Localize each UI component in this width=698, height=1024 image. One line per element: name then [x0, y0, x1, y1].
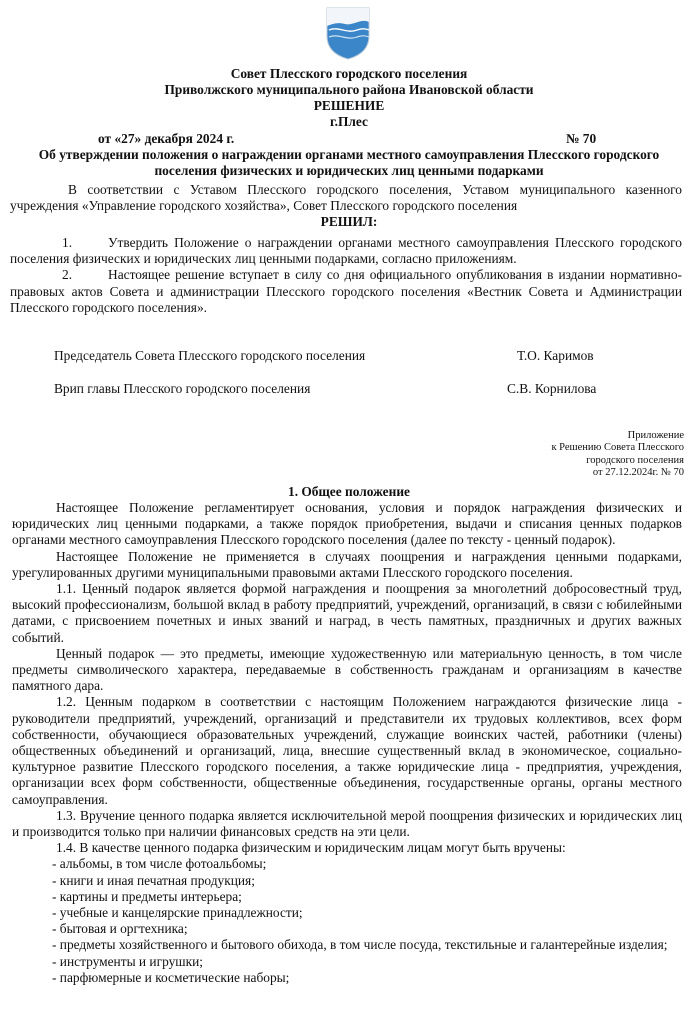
- appendix-line: от 27.12.2024г. № 70: [592, 467, 684, 479]
- preamble: [10, 182, 682, 214]
- paragraph: Ценный подарок — это предметы, имеющие художественную или материальную ценность, в том числе предметы символического характера, передаваемые в собственность гражданам и организациям в качестве памятного дара.: [12, 645, 682, 694]
- item-text: Утвердить Положение о награждении органами местного самоуправления Плесского городского поселения физических и юридических лиц ценными подарками, согласно приложениям.: [10, 235, 682, 267]
- paragraph: 1.3. Вручение ценного подарка является исключительной мерой поощрения физических и юридических лиц и производится только при наличии финансовых средств на эти цели.: [12, 807, 682, 840]
- resolution-items: [10, 235, 682, 316]
- resolution-item: [10, 267, 682, 316]
- appendix-line: к Решению Совета Плесского: [551, 442, 684, 454]
- list-item: - парфюмерные и косметические наборы;: [52, 969, 290, 985]
- paragraph: Настоящее Положение не применяется в случаях поощрения и награждения ценными подарками, урегулированных другими муниципальными правовыми актами Плесского городского поселения.: [12, 548, 682, 580]
- appendix-line: Приложение: [627, 430, 684, 441]
- list-item: - бытовая и оргтехника;: [52, 921, 188, 937]
- list-item: - инструменты и игрушки;: [52, 953, 204, 969]
- list-item: - альбомы, в том числе фотоальбомы;: [52, 856, 267, 872]
- paragraph: 1.2. Ценным подарком в соответствии с настоящим Положением награждаются физические лица - руководители предприятий, учреждений, организаций и представители их трудовых коллективов, всех форм собственности, обучающиеся образовательных учреждений, служащие воинских частей, работники (члены) общественных объединений и организаций, лица, внесшие существенный вклад в экономическое, социально-культурное развитие Плесского городского поселения, а также юридические лица - предприятия, учреждения, организации всех форм собственности, общественные объединения, государственные органы, органы местного самоуправления.: [12, 694, 682, 807]
- decision-date: от «27» декабря 2024 г.: [98, 131, 235, 146]
- resolution-item: [10, 235, 682, 267]
- item-text: Настоящее решение вступает в силу со дня официального опубликования в издании нормативно-правовых актов Совета и администрации Плесского городского поселения «Вестник Совета и Администрации Плесского городского поселения».: [10, 267, 682, 315]
- appendix-line: городского поселения: [586, 454, 684, 466]
- item-number: 2.: [62, 267, 73, 283]
- section-title: 1. Общее положение: [288, 484, 410, 499]
- city-name: г.Плес: [330, 114, 368, 129]
- decision-title: Об утверждении положения о награждении органами местного самоуправления Плесского городского поселения физических и юридических лиц ценными подарками: [38, 147, 660, 179]
- list-item: - учебные и канцелярские принадлежности;: [52, 905, 303, 921]
- council-name: Совет Плесского городского поселения: [230, 66, 468, 81]
- district-name: Приволжского муниципального района Ивановской области: [164, 82, 534, 97]
- list-item: - картины и предметы интерьера;: [52, 888, 242, 904]
- regulation-body: [12, 500, 682, 986]
- coat-of-arms-icon: [325, 6, 371, 60]
- signature-name: С.В. Корнилова: [507, 381, 597, 396]
- item-number: 1.: [62, 235, 73, 250]
- paragraph: 1.4. В качестве ценного подарка физическим и юридическим лицам могут быть вручены:: [56, 840, 566, 856]
- signature-role: Председатель Совета Плесского городского поселения: [54, 348, 366, 363]
- appendix-note: [484, 430, 684, 480]
- list-item: - предметы хозяйственного и бытового обихода, в том числе посуда, текстильные и галантерейные изделия;: [52, 937, 668, 953]
- paragraph: Настоящее Положение регламентирует основания, условия и порядок награждения физических и юридических лиц ценными подарками, а также порядок приобретения, выдачи и списания ценных подарков органами местного самоуправления Плесского городского поселения (далее по тексту - ценный подарок).: [12, 500, 682, 548]
- preamble-text: В соответствии с Уставом Плесского городского поселения, Уставом муниципального казенного учреждения «Управление городского хозяйства», Совет Плесского городского поселения: [10, 182, 682, 214]
- decision-number: № 70: [566, 131, 597, 146]
- paragraph: 1.1. Ценный подарок является формой награждения и поощрения за многолетний добросовестный труд, высокий профессионализм, большой вклад в работу предприятий, учреждений, организаций, в связи с юбилейными датами, с присвоением почетных и иных званий и наград, в честь памятных, праздничных и других важных событий.: [12, 581, 682, 645]
- resolved-heading: РЕШИЛ:: [320, 214, 378, 229]
- decision-heading: РЕШЕНИЕ: [313, 98, 385, 113]
- signature-role: Врип главы Плесского городского поселения: [54, 381, 311, 396]
- signature-name: Т.О. Каримов: [517, 348, 594, 363]
- list-item: - книги и иная печатная продукция;: [52, 872, 255, 888]
